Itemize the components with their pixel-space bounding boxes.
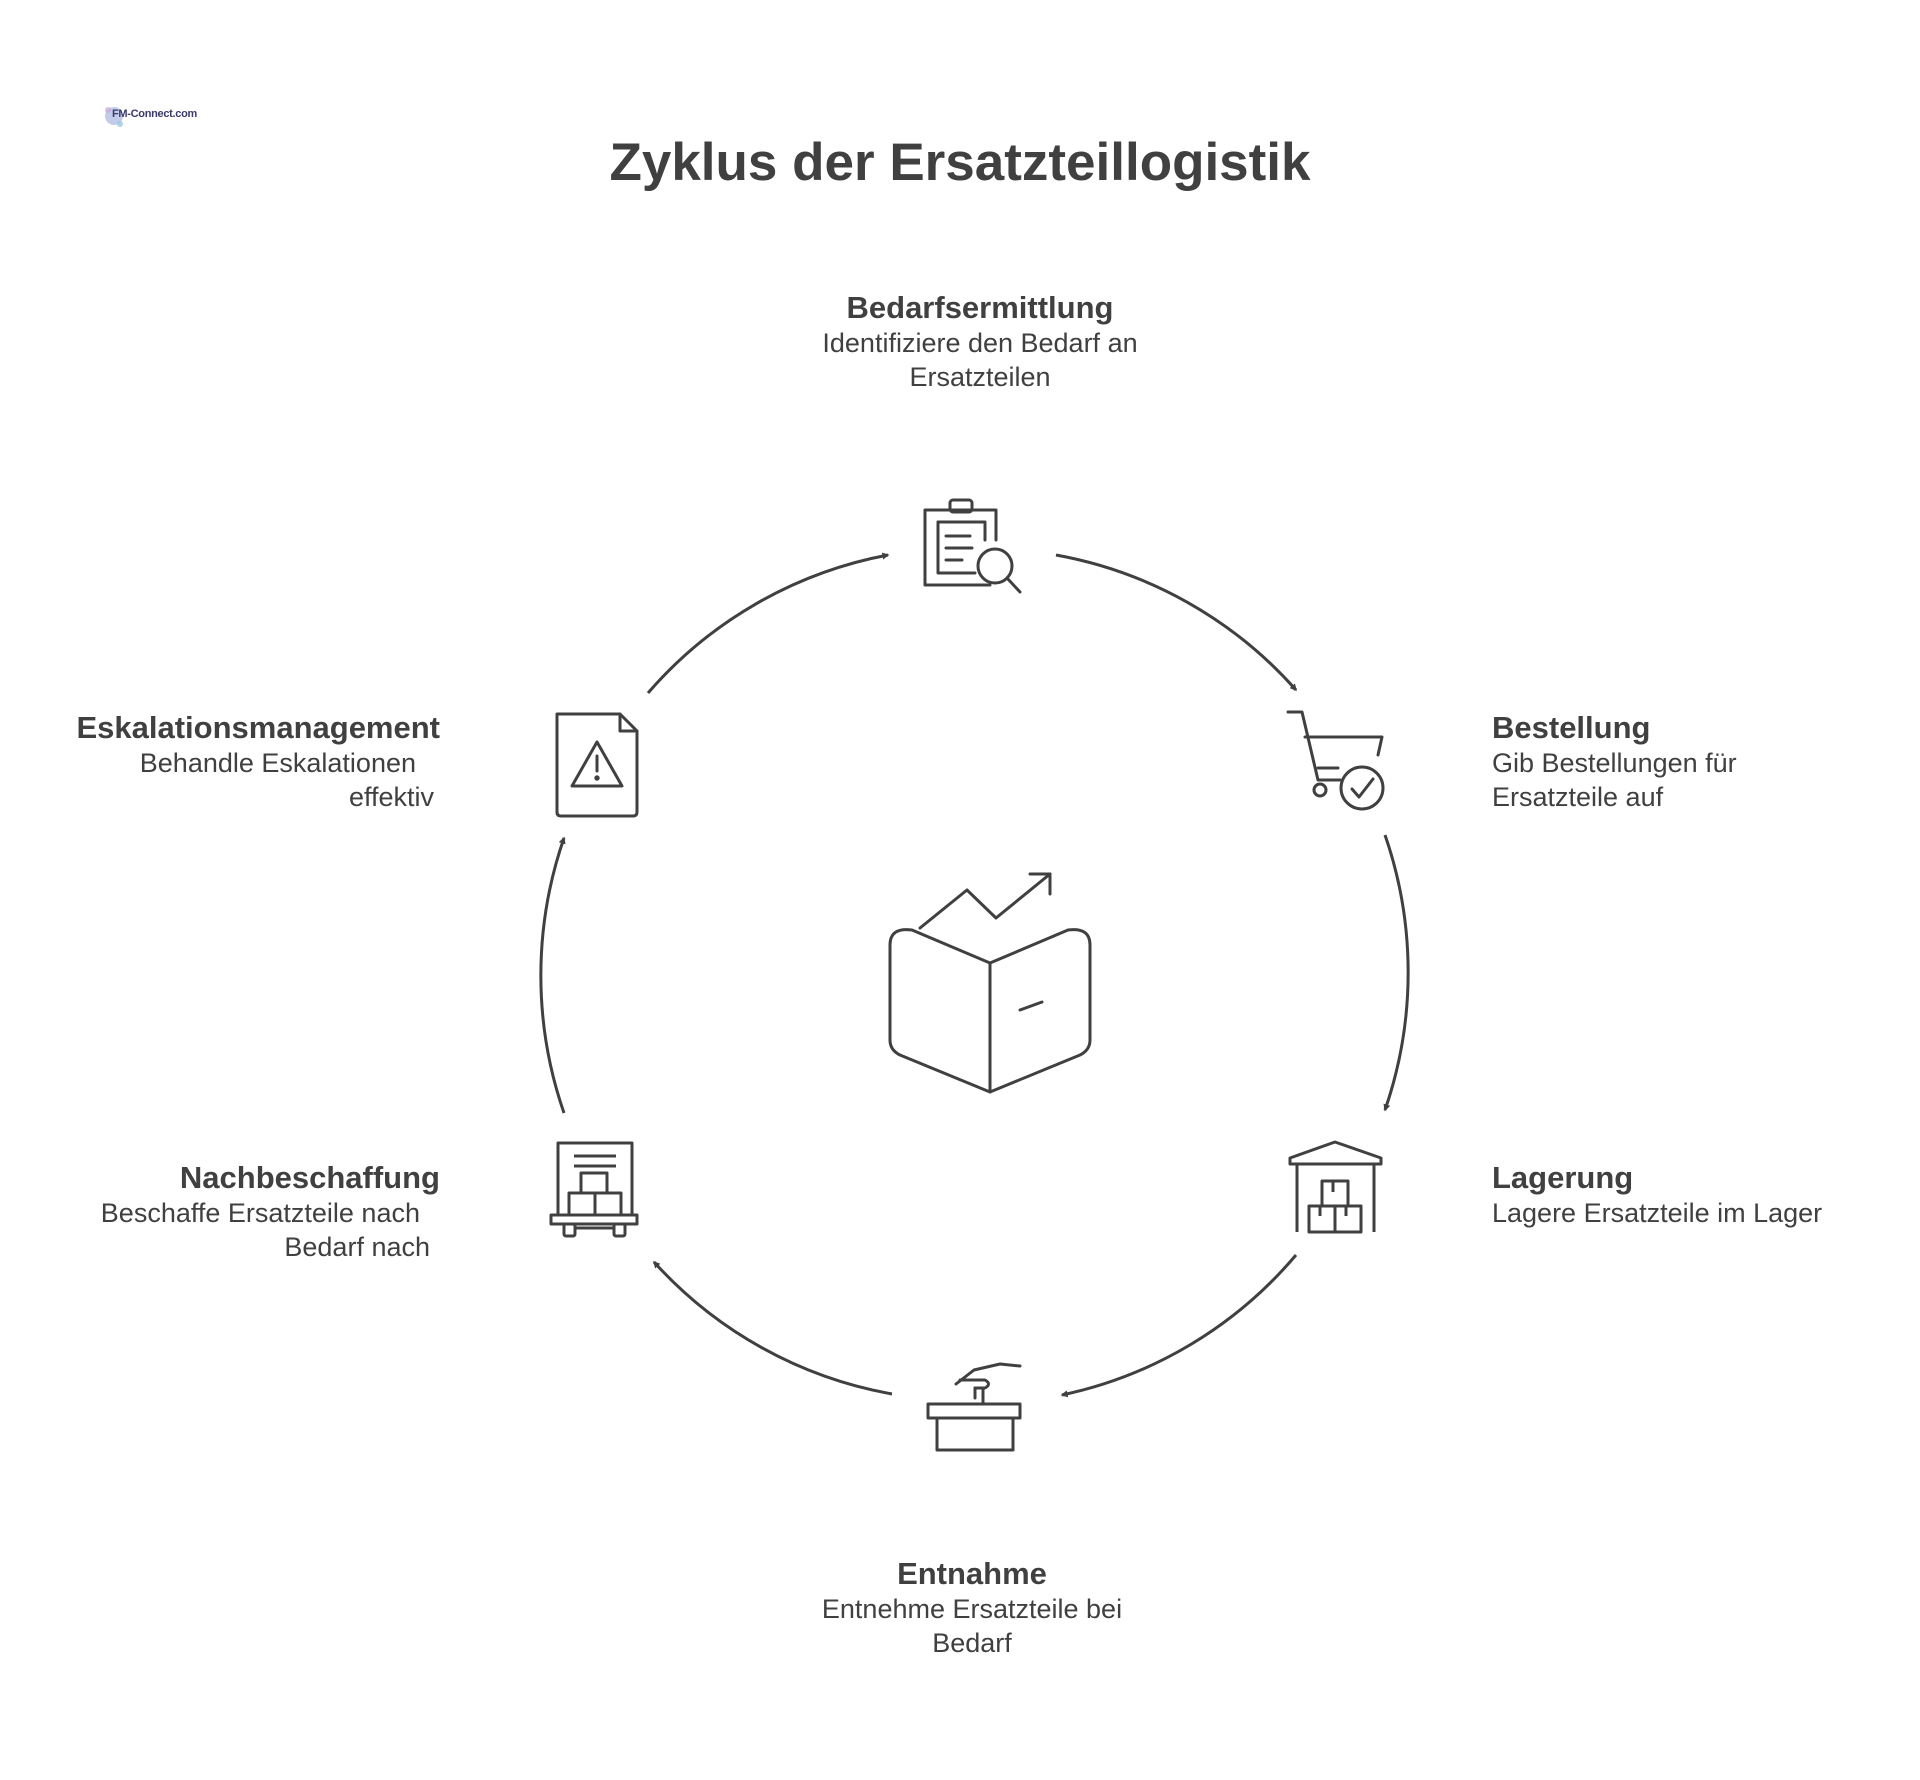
step-description-line2: Ersatzteile auf: [1492, 782, 1664, 812]
hand-box-icon: [928, 1364, 1020, 1450]
arrow-bedarf-bestellung: [1056, 555, 1296, 690]
arrow-eskalation-bedarf: [648, 555, 888, 693]
step-description-line1: Beschaffe Ersatzteile nach: [100, 1198, 420, 1228]
pallet-boxes-icon: [551, 1143, 637, 1236]
step-entnahme: [762, 1556, 1182, 1660]
step-description-line1: Behandle Eskalationen: [139, 748, 416, 778]
step-description-line1: Gib Bestellungen für: [1492, 748, 1737, 778]
step-description-line2: Ersatzteilen: [909, 362, 1051, 392]
step-description-line2: Bedarf: [932, 1628, 1012, 1658]
arrow-entnahme-nachbeschaffung: [654, 1262, 892, 1394]
step-title: Lagerung: [1492, 1160, 1634, 1195]
step-description-line2: effektiv: [348, 782, 434, 812]
step-lagerung: [1492, 1160, 1912, 1230]
step-description-line1: Lagere Ersatzteile im Lager: [1492, 1198, 1823, 1228]
clipboard-search-icon: [925, 500, 1020, 592]
step-bestellung: [1492, 710, 1912, 814]
step-title: Bedarfsermittlung: [846, 290, 1114, 325]
step-bedarfsermittlung: [770, 290, 1190, 394]
arrow-lagerung-entnahme: [1062, 1255, 1296, 1395]
step-nachbeschaffung: [20, 1160, 440, 1264]
step-title: Bestellung: [1492, 710, 1651, 745]
arrow-bestellung-lagerung: [1385, 835, 1408, 1110]
warning-document-icon: [557, 714, 637, 816]
arrow-nachbeschaffung-eskalation: [541, 838, 564, 1113]
box-growth-icon: [890, 874, 1090, 1092]
step-description-line1: Entnehme Ersatzteile bei: [821, 1594, 1123, 1624]
step-title: Eskalationsmanagement: [76, 710, 440, 745]
step-eskalationsmanagement: [20, 710, 440, 814]
logo-text: FM-Connect.com: [112, 108, 198, 120]
page-title: Zyklus der Ersatzteillogistik: [609, 133, 1311, 192]
step-title: Entnahme: [897, 1556, 1047, 1591]
step-description-line2: Bedarf nach: [284, 1232, 430, 1262]
cart-check-icon: [1288, 712, 1383, 809]
step-description-line1: Identifiziere den Bedarf an: [822, 328, 1138, 358]
warehouse-icon: [1290, 1142, 1381, 1232]
step-title: Nachbeschaffung: [179, 1160, 440, 1195]
